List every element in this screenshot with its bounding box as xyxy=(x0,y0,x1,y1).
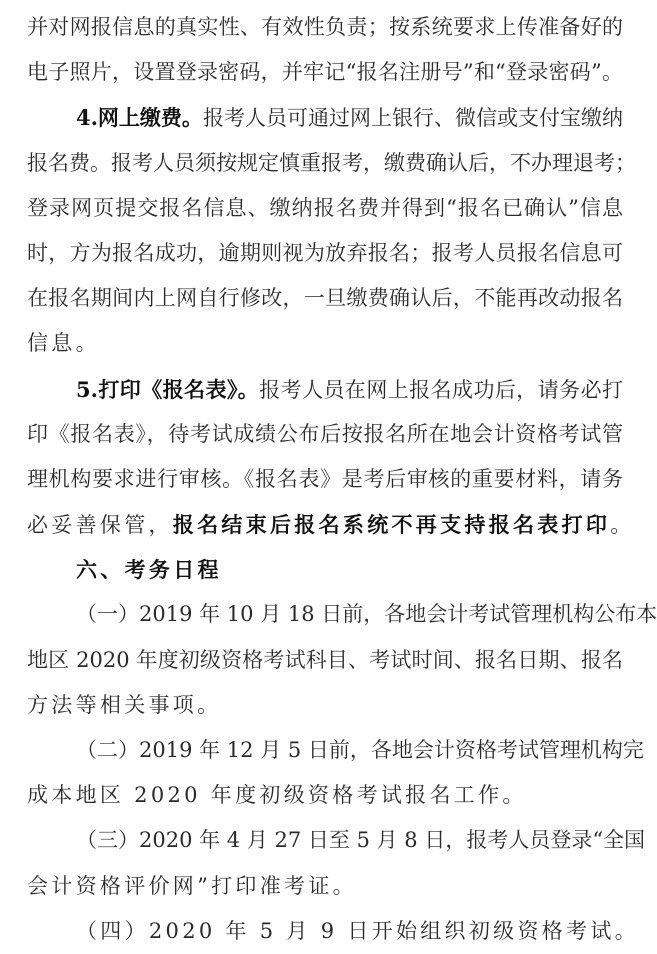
body-text: 理机构要求进行审核。《报名表》是考后审核的重要材料，请务 xyxy=(27,466,623,491)
body-text: 在报名期间内上网自行修改，一旦缴费确认后，不能再改动报名 xyxy=(27,286,623,311)
body-text: （三）2020 年 4 月 27 日至 5 月 8 日，报考人员登录“全国 xyxy=(76,828,646,853)
text-line xyxy=(27,818,646,863)
text-line xyxy=(27,773,623,818)
text-line xyxy=(27,367,623,412)
text-line xyxy=(27,683,623,728)
text-line xyxy=(27,95,623,140)
text-line xyxy=(27,547,623,592)
text-line xyxy=(27,141,636,186)
body-text: 成本地区 2020 年度初级资格考试报名工作。 xyxy=(27,783,527,808)
bold-text: 六、考务日程 xyxy=(76,557,222,583)
body-text: 并对网报信息的真实性、有效性负责；按系统要求上传准备好的 xyxy=(27,15,623,39)
body-text: （二）2019 年 12 月 5 日前，各地会计资格考试管理机构完 xyxy=(76,738,644,762)
text-line xyxy=(27,638,623,683)
body-text: 报考人员在网上报名成功后，请务必打 xyxy=(259,377,623,402)
body-text: 必妥善保管， xyxy=(27,513,173,538)
text-line xyxy=(27,457,623,502)
bold-text: 4.网上缴费。 xyxy=(76,105,203,131)
text-line xyxy=(27,909,639,954)
text-line xyxy=(27,728,644,773)
body-text: 报名费。报考人员须按规定慎重报考，缴费确认后，不办理退考； xyxy=(27,150,636,175)
text-line xyxy=(27,321,623,366)
body-text: 会计资格评价网”打印准考证。 xyxy=(27,873,357,898)
bold-text: 5.打印《报名表》。 xyxy=(76,376,260,402)
body-text: 印《报名表》，待考试成绩公布后按报名所在地会计资格考试管 xyxy=(27,421,623,446)
text-line xyxy=(27,864,623,909)
body-text: 地区 2020 年度初级资格考试科目、考试时间、报名日期、报名 xyxy=(27,647,623,672)
body-text: 方法等相关事项。 xyxy=(27,692,222,717)
text-line xyxy=(27,276,623,321)
text-line xyxy=(27,502,635,547)
text-line xyxy=(27,186,623,231)
bold-text: 报名结束后报名系统不再支持报名表打印 xyxy=(172,512,611,538)
text-line xyxy=(27,50,623,95)
body-text: 报考人员可通过网上银行、微信或支付宝缴纳 xyxy=(202,106,623,131)
body-text: 时，方为报名成功，逾期则视为放弃报名；报考人员报名信息可 xyxy=(27,240,623,265)
body-text: 登录网页提交报名信息、缴纳报名费并得到“报名已确认”信息 xyxy=(27,195,623,220)
text-line xyxy=(27,5,623,50)
body-text: 信息。 xyxy=(27,331,100,356)
text-line xyxy=(27,592,657,637)
body-text: （一）2019 年 10 月 18 日前，各地会计考试管理机构公布本 xyxy=(76,602,657,627)
body-text: 电子照片，设置登录密码，并牢记“报名注册号”和“登录密码”。 xyxy=(27,60,623,85)
body-text: （四）2020 年 5 月 9 日开始组织初级资格考试。 xyxy=(76,918,639,943)
document-page xyxy=(27,5,657,954)
body-text: 。 xyxy=(610,513,635,538)
text-line xyxy=(27,412,623,457)
text-line xyxy=(27,231,623,276)
